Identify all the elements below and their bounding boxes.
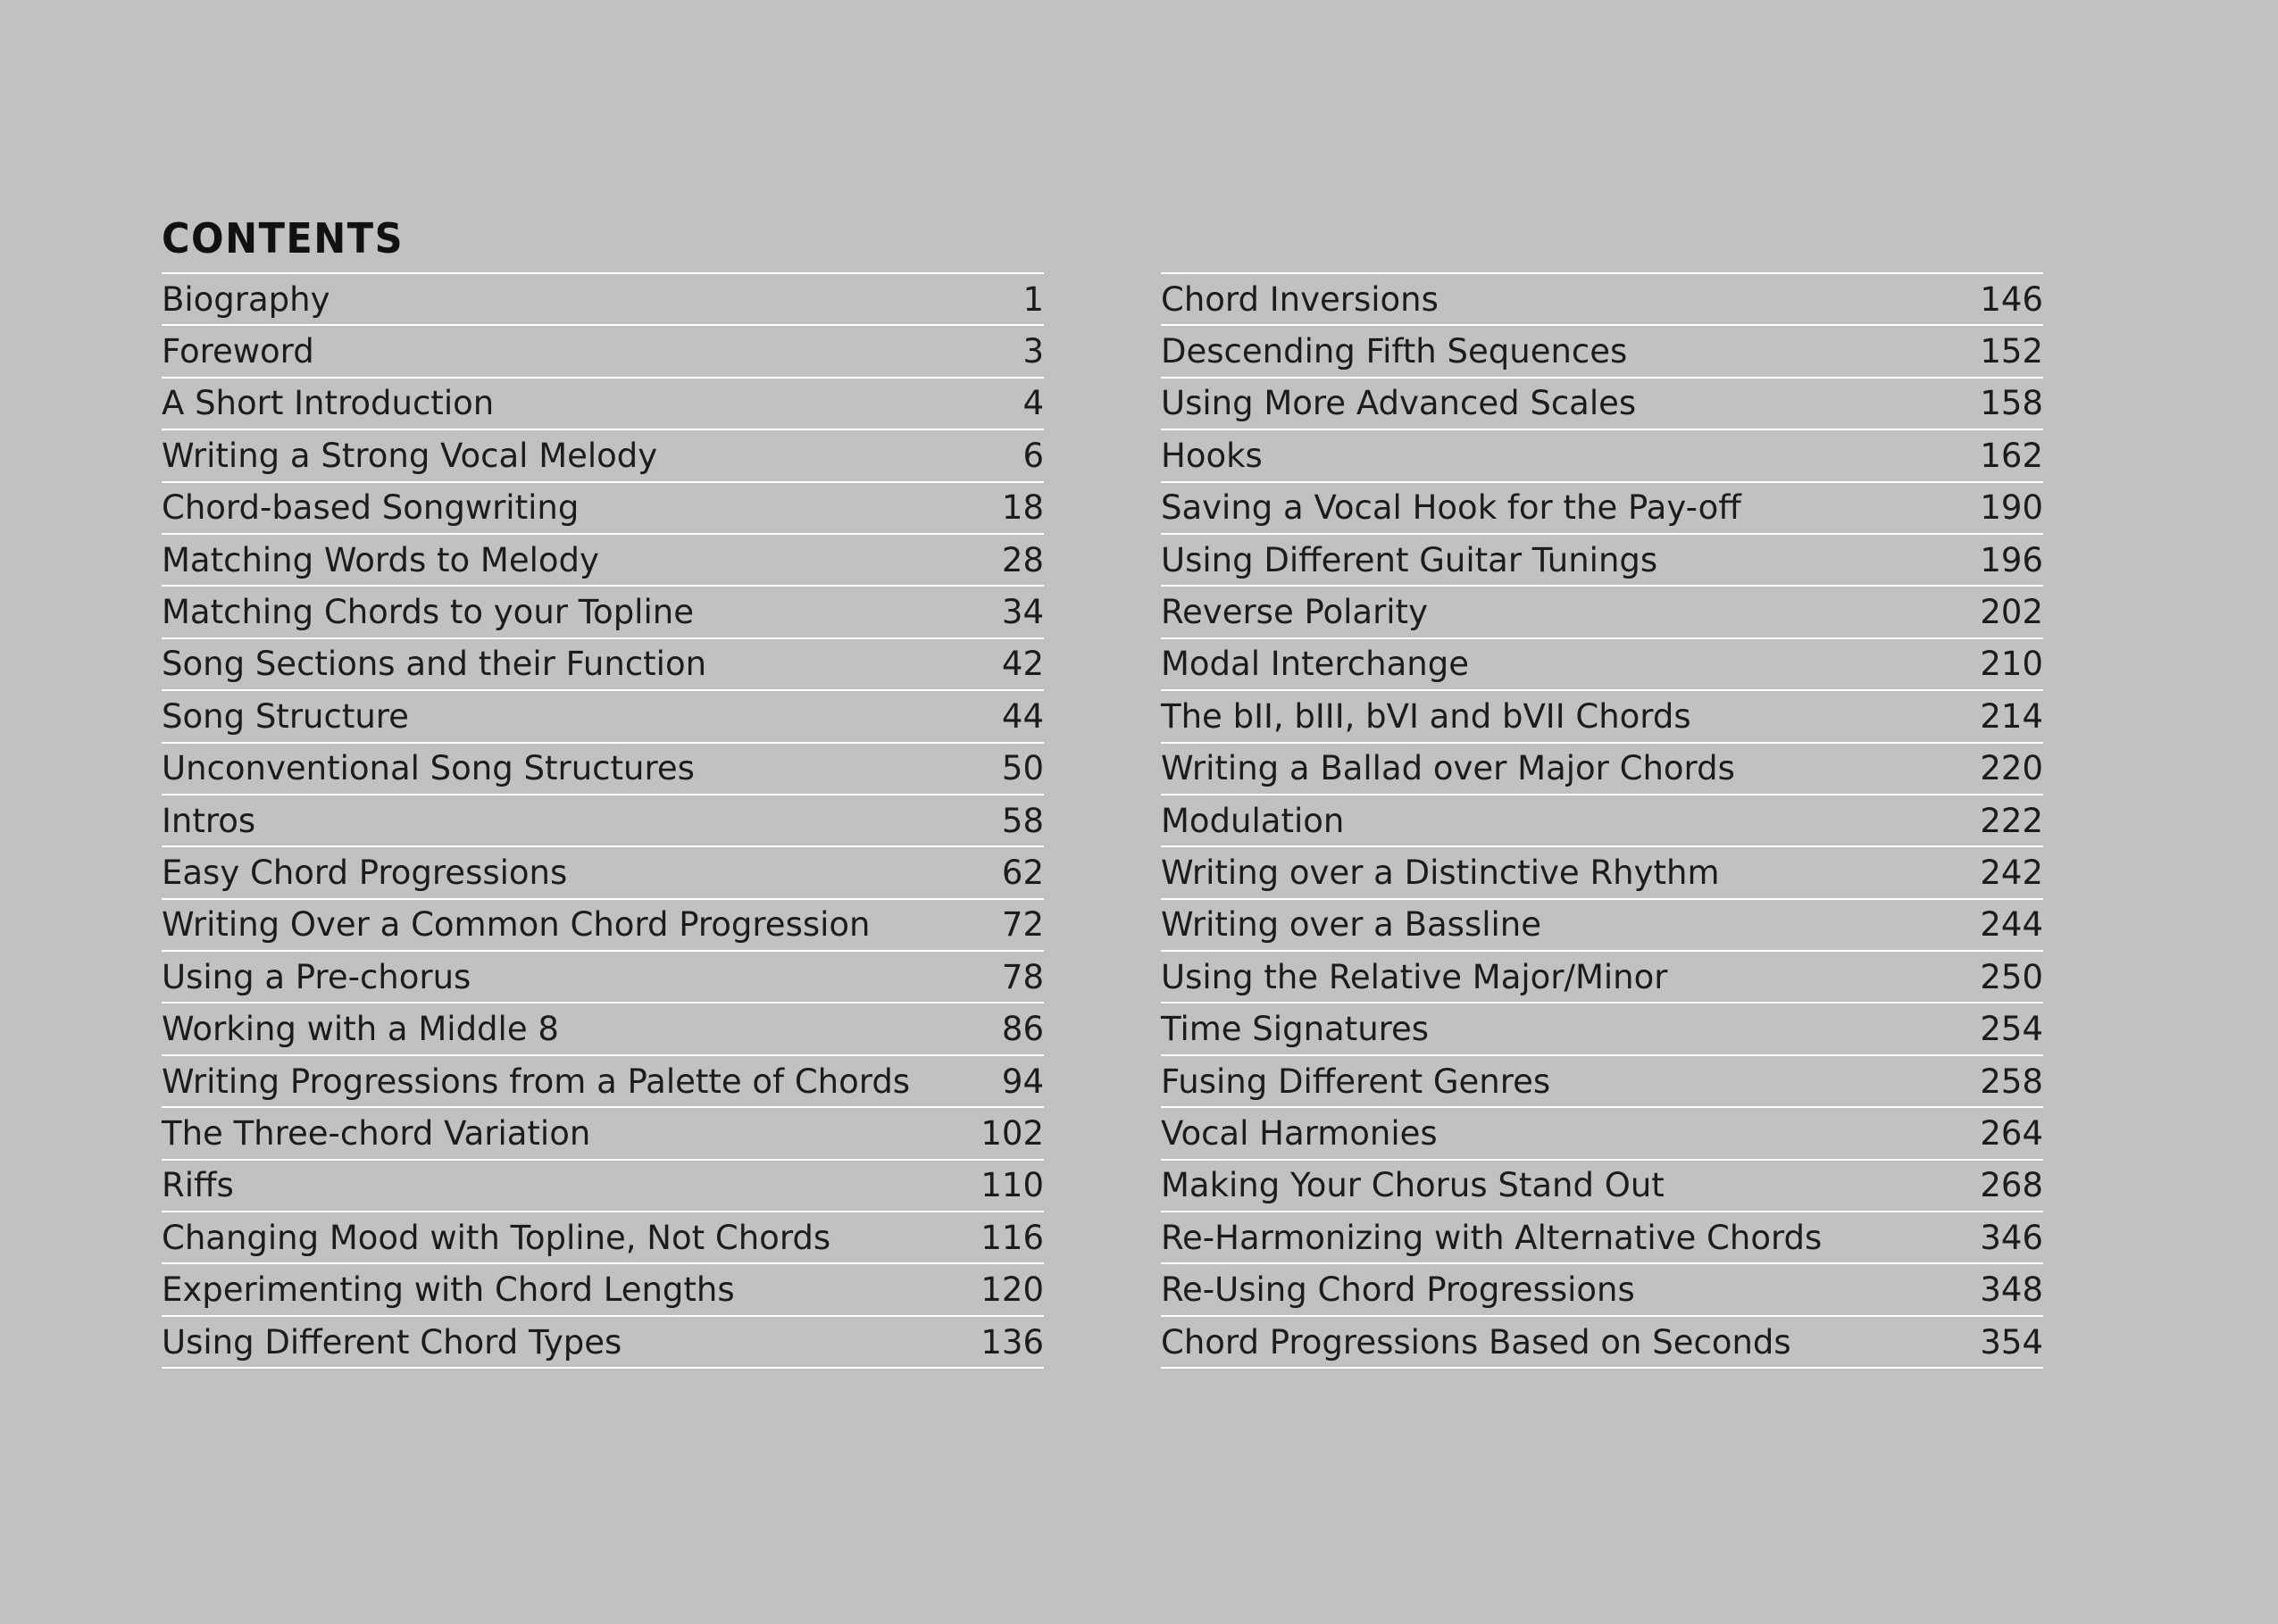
toc-entry	[162, 483, 1044, 535]
toc-entry-page-number: 62	[1001, 853, 1044, 892]
toc-entry-page-number: 158	[1980, 384, 2043, 423]
toc-entry-page-number: 50	[1001, 749, 1044, 788]
toc-entry-page-number: 18	[1001, 488, 1044, 528]
toc-entry	[162, 379, 1044, 430]
toc-entry	[1161, 952, 2043, 1004]
toc-entry-title: Using More Advanced Scales	[1161, 384, 1637, 423]
toc-entry	[1161, 1004, 2043, 1055]
toc-entry-title: Reverse Polarity	[1161, 593, 1428, 632]
toc-entry	[162, 1056, 1044, 1108]
toc-entry-page-number: 102	[980, 1113, 1044, 1153]
toc-entry-page-number: 210	[1980, 645, 2043, 684]
toc-entry-title: Re-Using Chord Progressions	[1161, 1270, 1635, 1310]
toc-entry-title: Modulation	[1161, 801, 1345, 840]
toc-entry	[1161, 587, 2043, 638]
toc-entry-page-number: 58	[1001, 801, 1044, 840]
toc-entry	[162, 1317, 1044, 1369]
toc-entry-page-number: 3	[1022, 332, 1044, 371]
toc-entry	[1161, 430, 2043, 482]
toc-entry-title: Making Your Chorus Stand Out	[1161, 1166, 1665, 1205]
toc-entry	[1161, 483, 2043, 535]
toc-entry-title: Using Different Chord Types	[162, 1322, 622, 1362]
toc-entry	[162, 1264, 1044, 1316]
toc-entry	[162, 691, 1044, 743]
toc-entry	[162, 795, 1044, 847]
toc-entry-title: A Short Introduction	[162, 384, 495, 423]
toc-entry-title: The Three-chord Variation	[162, 1113, 591, 1153]
toc-entry	[1161, 274, 2043, 326]
toc-entry	[162, 952, 1044, 1004]
toc-entry-title: Writing a Strong Vocal Melody	[162, 436, 658, 475]
toc-entry-title: Song Sections and their Function	[162, 645, 707, 684]
toc-entry-page-number: 348	[1980, 1270, 2043, 1310]
toc-entry	[162, 326, 1044, 378]
toc-entry	[1161, 1212, 2043, 1264]
toc-entry-page-number: 214	[1980, 696, 2043, 736]
toc-entry-title: Modal Interchange	[1161, 645, 1469, 684]
toc-entry-title: Writing a Ballad over Major Chords	[1161, 749, 1735, 788]
toc-entry-page-number: 42	[1001, 645, 1044, 684]
toc-entry	[1161, 691, 2043, 743]
toc-entry-page-number: 162	[1980, 436, 2043, 475]
toc-entry-title: Unconventional Song Structures	[162, 749, 695, 788]
toc-entry-page-number: 222	[1980, 801, 2043, 840]
toc-entry-page-number: 190	[1980, 488, 2043, 528]
toc-entry-page-number: 28	[1001, 540, 1044, 579]
toc-entry	[162, 639, 1044, 691]
toc-entry-title: Biography	[162, 279, 330, 319]
toc-entry-page-number: 258	[1980, 1062, 2043, 1101]
toc-entry-page-number: 152	[1980, 332, 2043, 371]
toc-entry-title: Experimenting with Chord Lengths	[162, 1270, 735, 1310]
toc-entry-page-number: 220	[1980, 749, 2043, 788]
toc-entry	[162, 587, 1044, 638]
toc-entry-page-number: 120	[980, 1270, 1044, 1310]
toc-entry-title: Time Signatures	[1161, 1010, 1430, 1049]
toc-entry-page-number: 116	[980, 1218, 1044, 1257]
toc-entry-page-number: 244	[1980, 905, 2043, 945]
toc-entry-page-number: 136	[980, 1322, 1044, 1362]
toc-entry-page-number: 44	[1001, 696, 1044, 736]
toc-entry-title: Chord Progressions Based on Seconds	[1161, 1322, 1791, 1362]
toc-entry-title: Chord Inversions	[1161, 279, 1439, 319]
toc-entry-page-number: 34	[1001, 593, 1044, 632]
toc-entry-title: Fusing Different Genres	[1161, 1062, 1551, 1101]
toc-entry-page-number: 196	[1980, 540, 2043, 579]
toc-entry-title: Using the Relative Major/Minor	[1161, 957, 1668, 996]
toc-entry-title: Writing over a Distinctive Rhythm	[1161, 853, 1720, 892]
toc-entry-title: Matching Words to Melody	[162, 540, 599, 579]
toc-entry-page-number: 86	[1001, 1010, 1044, 1049]
page-title: CONTENTS	[162, 215, 405, 263]
toc-entry-title: Descending Fifth Sequences	[1161, 332, 1628, 371]
toc-entry-title: Foreword	[162, 332, 314, 371]
toc-entry	[162, 744, 1044, 795]
toc-entry-title: The bII, bIII, bVI and bVII Chords	[1161, 696, 1691, 736]
toc-entry	[1161, 1161, 2043, 1212]
toc-entry-page-number: 78	[1001, 957, 1044, 996]
toc-entry-page-number: 268	[1980, 1166, 2043, 1205]
toc-entry	[1161, 326, 2043, 378]
toc-entry	[162, 430, 1044, 482]
toc-entry-title: Riffs	[162, 1166, 234, 1205]
toc-entry-title: Vocal Harmonies	[1161, 1113, 1438, 1153]
toc-entry	[162, 1108, 1044, 1160]
toc-entry-title: Using a Pre-chorus	[162, 957, 471, 996]
toc-entry-title: Matching Chords to your Topline	[162, 593, 694, 632]
toc-right-column	[1161, 272, 2043, 1369]
toc-entry	[162, 1161, 1044, 1212]
toc-entry	[1161, 1056, 2043, 1108]
toc-entry-page-number: 250	[1980, 957, 2043, 996]
toc-entry-page-number: 254	[1980, 1010, 2043, 1049]
toc-entry	[1161, 900, 2043, 952]
toc-entry-page-number: 110	[980, 1166, 1044, 1205]
toc-entry-page-number: 346	[1980, 1218, 2043, 1257]
toc-entry-page-number: 242	[1980, 853, 2043, 892]
toc-entry	[162, 1004, 1044, 1055]
toc-entry	[162, 1212, 1044, 1264]
toc-entry-page-number: 264	[1980, 1113, 2043, 1153]
toc-entry	[1161, 535, 2043, 587]
toc-entry-page-number: 6	[1022, 436, 1044, 475]
toc-entry	[1161, 744, 2043, 795]
toc-entry-title: Intros	[162, 801, 256, 840]
toc-entry	[1161, 639, 2043, 691]
toc-entry-page-number: 4	[1022, 384, 1044, 423]
toc-entry	[162, 900, 1044, 952]
toc-left-column	[162, 272, 1044, 1369]
toc-entry-page-number: 72	[1001, 905, 1044, 945]
toc-entry	[1161, 1264, 2043, 1316]
toc-entry-title: Working with a Middle 8	[162, 1010, 559, 1049]
toc-entry-title: Writing Progressions from a Palette of Chords	[162, 1062, 911, 1101]
toc-entry-page-number: 354	[1980, 1322, 2043, 1362]
toc-entry	[1161, 1317, 2043, 1369]
toc-entry	[162, 274, 1044, 326]
toc-entry	[162, 847, 1044, 899]
toc-entry-title: Re-Harmonizing with Alternative Chords	[1161, 1218, 1823, 1257]
toc-entry-title: Changing Mood with Topline, Not Chords	[162, 1218, 831, 1257]
toc-entry-page-number: 146	[1980, 279, 2043, 319]
toc-entry-title: Writing Over a Common Chord Progression	[162, 905, 871, 945]
toc-entry-title: Chord-based Songwriting	[162, 488, 580, 528]
toc-entry-title: Writing over a Bassline	[1161, 905, 1541, 945]
toc-entry-page-number: 1	[1022, 279, 1044, 319]
toc-entry-title: Saving a Vocal Hook for the Pay-off	[1161, 488, 1741, 528]
toc-entry-title: Hooks	[1161, 436, 1263, 475]
toc-entry-title: Easy Chord Progressions	[162, 853, 568, 892]
toc-entry-title: Song Structure	[162, 696, 409, 736]
toc-entry	[162, 535, 1044, 587]
toc-entry	[1161, 795, 2043, 847]
toc-entry-title: Using Different Guitar Tunings	[1161, 540, 1658, 579]
toc-entry	[1161, 847, 2043, 899]
toc-entry-page-number: 202	[1980, 593, 2043, 632]
toc-entry	[1161, 1108, 2043, 1160]
toc-entry-page-number: 94	[1001, 1062, 1044, 1101]
toc-entry	[1161, 379, 2043, 430]
